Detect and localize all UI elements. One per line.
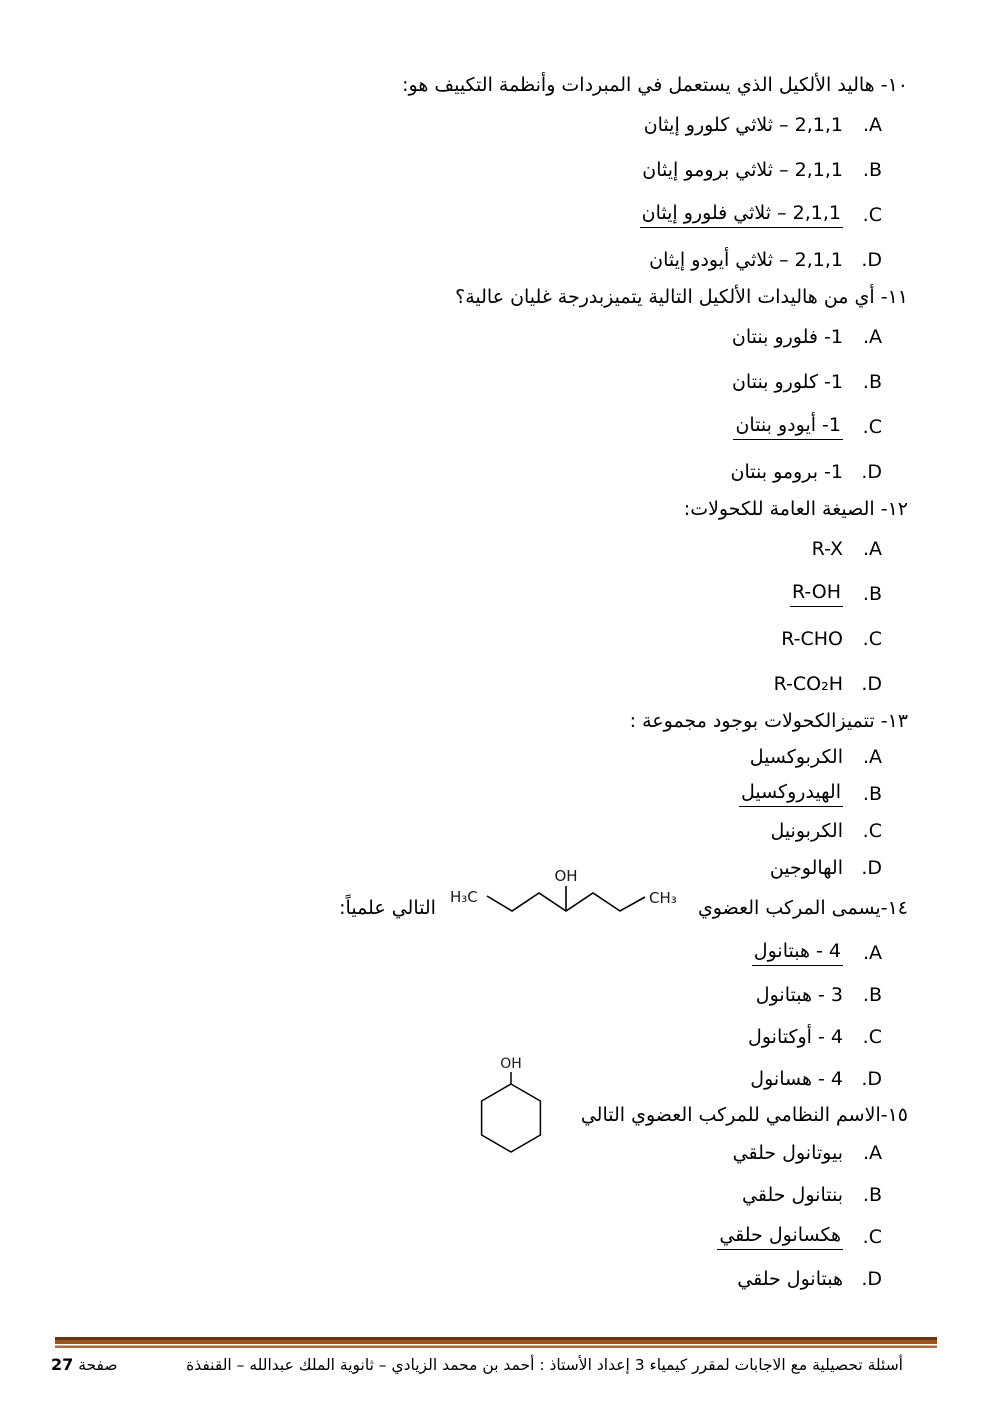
- question-12: [50, 494, 908, 706]
- footer-credit-text: أسئلة تحصيلية مع الاجابات لمقرر كيمياء 3 إعداد الأستاذ : أحمد بن محمد الزيادي – ثانوية الملك عبدالله – القنفذة: [186, 1355, 903, 1374]
- question-11-header: ١١- أي من هاليدات الألكيل التالية يتميزبدرجة غليان عالية؟: [455, 286, 908, 308]
- option-letter: C.: [862, 819, 882, 842]
- option-letter: D.: [861, 1268, 882, 1290]
- hydroxyl-label: OH: [554, 867, 578, 885]
- cyclohexane-ring: [482, 1084, 541, 1152]
- option-row: [50, 738, 882, 775]
- option-text: 4 - أوكتانول: [748, 1026, 843, 1048]
- option-letter: B.: [862, 1184, 882, 1206]
- option-row: [50, 404, 882, 449]
- question-12-options: [50, 526, 908, 706]
- question-11-options: [50, 314, 908, 494]
- option-letter: A.: [862, 537, 882, 560]
- question-12-header: ١٢- الصيغة العامة للكحولات:: [683, 498, 908, 520]
- option-row: [50, 1016, 882, 1058]
- option-row: [50, 812, 882, 849]
- page-number: 27: [51, 1355, 74, 1374]
- option-text: الهالوجين: [769, 856, 843, 879]
- cyclohexanol-structure-diagram: [465, 1056, 557, 1160]
- option-row: [50, 192, 882, 237]
- hydroxyl-label: OH: [500, 1056, 522, 1072]
- option-text-underlined-answer: 2,1,1 – ثلاثي فلورو إيثان: [640, 202, 843, 228]
- option-row: [50, 449, 882, 494]
- option-text-underlined-answer: R-OH: [790, 581, 843, 607]
- methyl-right-label: CH₃: [648, 889, 677, 907]
- methyl-left-label: H₃C: [449, 888, 478, 906]
- question-11: [50, 282, 908, 494]
- option-row: [50, 974, 882, 1016]
- option-row: [50, 571, 882, 616]
- option-text: 3 - هبتانول: [755, 984, 843, 1006]
- option-text: R-CHO: [781, 627, 843, 650]
- option-letter: D.: [861, 856, 882, 879]
- option-letter: D.: [861, 460, 882, 483]
- option-letter: B.: [862, 582, 882, 605]
- option-letter: D.: [861, 1068, 882, 1090]
- option-text-underlined-answer: الهيدروكسيل: [739, 781, 843, 807]
- option-letter: D.: [861, 672, 882, 695]
- option-text-underlined-answer: هكسانول حلقي: [717, 1224, 843, 1250]
- option-text-underlined-answer: 4 - هبتانول: [752, 940, 843, 966]
- option-letter: B.: [862, 782, 882, 805]
- option-letter: B.: [862, 158, 882, 181]
- option-letter: A.: [862, 745, 882, 768]
- option-row: [50, 932, 882, 974]
- question-10: [50, 70, 908, 282]
- option-text: 2,1,1 – ثلاثي برومو إيثان: [642, 158, 843, 181]
- option-row: [50, 661, 882, 706]
- option-text: R-X: [811, 537, 843, 560]
- footer-text-row: [51, 1355, 937, 1374]
- question-10-options: [50, 102, 908, 282]
- option-letter: C.: [862, 627, 882, 650]
- option-letter: A.: [862, 1142, 882, 1164]
- option-text: R-CO₂H: [773, 672, 843, 695]
- option-row: [50, 1216, 882, 1258]
- question-13-options: [50, 738, 908, 886]
- option-text: 1- فلورو بنتان: [731, 325, 843, 348]
- heptanol-structure-diagram: [448, 866, 686, 922]
- option-row: [50, 526, 882, 571]
- question-13: [50, 706, 908, 886]
- page-footer: [51, 1337, 937, 1374]
- option-letter: A.: [862, 113, 882, 136]
- option-row: [50, 102, 882, 147]
- page-label: صفحة: [78, 1356, 118, 1374]
- page-number-box: [51, 1355, 118, 1374]
- option-text-underlined-answer: 1- أيودو بنتان: [733, 414, 843, 440]
- option-row: [50, 237, 882, 282]
- option-text: 1- كلورو بنتان: [731, 370, 843, 393]
- option-letter: A.: [862, 325, 882, 348]
- option-row: [50, 1174, 882, 1216]
- footer-divider-rule: [55, 1337, 937, 1348]
- option-row: [50, 616, 882, 661]
- option-letter: B.: [862, 370, 882, 393]
- option-letter: D.: [861, 248, 882, 271]
- option-row: [50, 147, 882, 192]
- option-letter: C.: [862, 1226, 882, 1248]
- option-text: هبتانول حلقي: [737, 1268, 843, 1290]
- option-letter: C.: [862, 415, 882, 438]
- option-row: [50, 314, 882, 359]
- option-row: [50, 1258, 882, 1300]
- option-text: 4 - هسانول: [750, 1068, 843, 1090]
- question-13-header: ١٣- تتميزالكحولات بوجود مجموعة :: [629, 710, 908, 732]
- question-10-header: ١٠- هاليد الألكيل الذي يستعمل في المبردات وأنظمة التكييف هو:: [402, 74, 908, 96]
- option-text: الكربوكسيل: [749, 745, 843, 768]
- option-row: [50, 775, 882, 812]
- option-text: الكربونيل: [770, 819, 843, 842]
- question-14-header-text: ١٤-يسمى المركب العضوي: [697, 897, 908, 919]
- question-15-header-text: ١٥-الاسم النظامي للمركب العضوي التالي: [580, 1104, 908, 1126]
- option-letter: C.: [862, 203, 882, 226]
- option-letter: C.: [862, 1026, 882, 1048]
- option-text: 2,1,1 – ثلاثي أيودو إيثان: [649, 248, 843, 271]
- option-text: 2,1,1 – ثلاثي كلورو إيثان: [643, 113, 843, 136]
- question-14-header-tail: التالي علمياً:: [339, 897, 436, 919]
- exam-content: [50, 70, 908, 1300]
- option-text: بيوتانول حلقي: [732, 1142, 843, 1164]
- option-letter: B.: [862, 984, 882, 1006]
- option-letter: A.: [862, 942, 882, 964]
- option-text: بنتانول حلقي: [742, 1184, 843, 1206]
- option-text: 1- برومو بنتان: [730, 460, 843, 483]
- option-row: [50, 359, 882, 404]
